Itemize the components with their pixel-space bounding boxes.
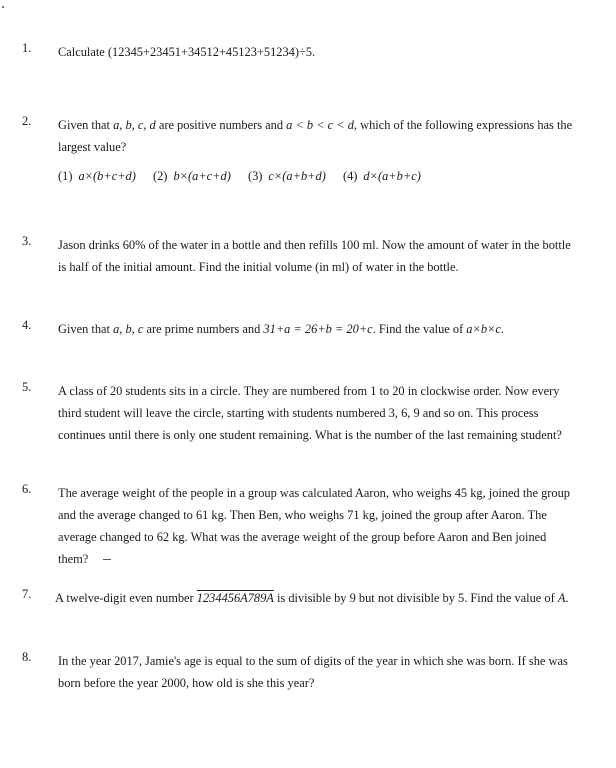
- question-text: A twelve-digit even number 1234456A789A is divisible by 9 but not divisible by 5. Find the value of A.: [55, 591, 569, 605]
- scan-speck: [2, 6, 4, 8]
- question-text: A class of 20 students sits in a circle. They are numbered from 1 to 20 in clockwise order. Now every third student will leave the circle, starting with students numbered 3, 6, 9 and so on. This process continues until there is only one student remaining. What is the number of the last remaining student?: [58, 384, 562, 442]
- option-2: (2) b×(a+c+d): [152, 169, 231, 183]
- question-number: 3.: [22, 234, 32, 248]
- question-number: 7.: [22, 587, 32, 601]
- option-4: (4) d×(a+b+c): [342, 169, 421, 183]
- question-number: 2.: [22, 114, 32, 128]
- question-number: 4.: [22, 318, 32, 332]
- stray-mark: [103, 559, 111, 560]
- question-text: Given that a, b, c, d are positive numbers and a < b < c < d, which of the following expressions has the largest value?: [58, 118, 573, 154]
- question-number: 1.: [22, 41, 32, 55]
- question-number: 6.: [22, 482, 32, 496]
- option-1: (1) a×(b+c+d): [58, 169, 136, 183]
- question-number: 5.: [22, 380, 32, 394]
- overlined-number: 1234456A789A: [196, 591, 274, 605]
- math-expression: (12345+23451+34512+45123+51234)÷5: [107, 45, 312, 59]
- question-text: Jason drinks 60% of the water in a bottle and then refills 100 ml. Now the amount of water in the bottle is half of the initial amount. Find the initial volume (in ml) of water in the bottle.: [58, 238, 571, 274]
- question-text: Given that a, b, c are prime numbers and 31+a = 26+b = 20+c. Find the value of a×b×c.: [58, 322, 505, 336]
- question-text: Calculate (12345+23451+34512+45123+51234)÷5.: [58, 45, 316, 59]
- question-text: In the year 2017, Jamie's age is equal to the sum of digits of the year in which she was born. If she was born before the year 2000, how old is she this year?: [58, 654, 568, 690]
- answer-options: [58, 165, 578, 187]
- question-number: 8.: [22, 650, 32, 664]
- option-3: (3) c×(a+b+d): [247, 169, 326, 183]
- question-text: The average weight of the people in a group was calculated Aaron, who weighs 45 kg, joined the group and the average changed to 61 kg. Then Ben, who weighs 71 kg, joined the group after Aaron. The average changed to 62 kg. What was the average weight of the group before Aaron and Ben joined them?: [58, 486, 570, 566]
